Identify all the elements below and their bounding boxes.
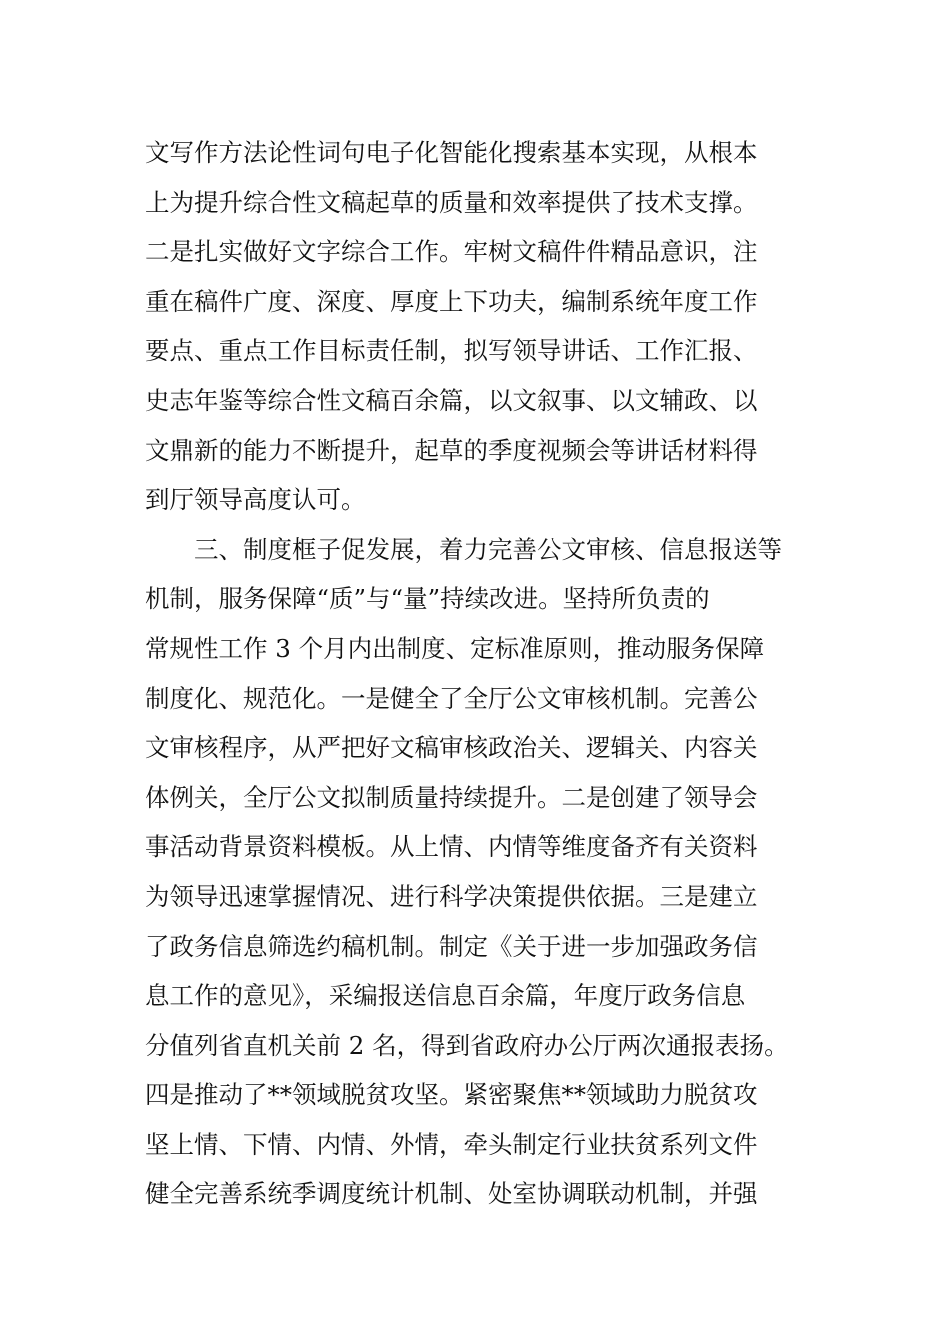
text-line-21: 坚上情、下情、内情、外情，牵头制定行业扶贫系列文件: [145, 1129, 758, 1159]
text-line-20: 四是推动了**领域脱贫攻坚。紧密聚焦**领域助力脱贫攻: [145, 1080, 758, 1110]
text-line-4: 重在稿件广度、深度、厚度上下功夫，编制系统年度工作: [145, 286, 758, 316]
text-line-2: 上为提升综合性文稿起草的质量和效率提供了技术支撑。: [145, 187, 758, 217]
text-line-13: 文审核程序，从严把好文稿审核政治关、逻辑关、内容关: [145, 733, 758, 763]
body-text: [145, 128, 845, 1219]
text-line-5: 要点、重点工作目标责任制，拟写领导讲话、工作汇报、: [145, 336, 758, 366]
text-line-6: 史志年鉴等综合性文稿百余篇，以文叙事、以文辅政、以: [145, 385, 758, 415]
text-line-3: 二是扎实做好文字综合工作。牢树文稿件件精品意识，注: [145, 237, 758, 267]
text-line-15: 事活动背景资料模板。从上情、内情等维度备齐有关资料: [145, 832, 758, 862]
text-line-7: 文鼎新的能力不断提升，起草的季度视频会等讲话材料得: [145, 435, 758, 465]
text-line-1: 文写作方法论性词句电子化智能化搜索基本实现，从根本: [145, 138, 758, 167]
text-line-11: 常规性工作 3 个月内出制度、定标准原则，推动服务保障: [145, 633, 765, 663]
text-line-17: 了政务信息筛选约稿机制。制定《关于进一步加强政务信: [145, 931, 758, 961]
text-line-16: 为领导迅速掌握情况、进行科学决策提供依据。三是建立: [145, 881, 758, 911]
text-line-18: 息工作的意见》，采编报送信息百余篇，年度厅政务信息: [145, 981, 746, 1011]
text-line-12: 制度化、规范化。一是健全了全厅公文审核机制。完善公: [145, 683, 758, 713]
text-line-22: 健全完善系统季调度统计机制、处室协调联动机制，并强: [145, 1179, 758, 1209]
text-line-10: 机制，服务保障“质”与“量”持续改进。坚持所负责的: [145, 584, 710, 614]
text-line-8: 到厅领导高度认可。: [145, 485, 366, 515]
text-line-9: 三、制度框子促发展，着力完善公文审核、信息报送等: [145, 534, 782, 564]
text-line-14: 体例关，全厅公文拟制质量持续提升。二是创建了领导会: [145, 782, 758, 812]
text-line-19: 分值列省直机关前 2 名，得到省政府办公厅两次通报表扬。: [145, 1030, 789, 1060]
